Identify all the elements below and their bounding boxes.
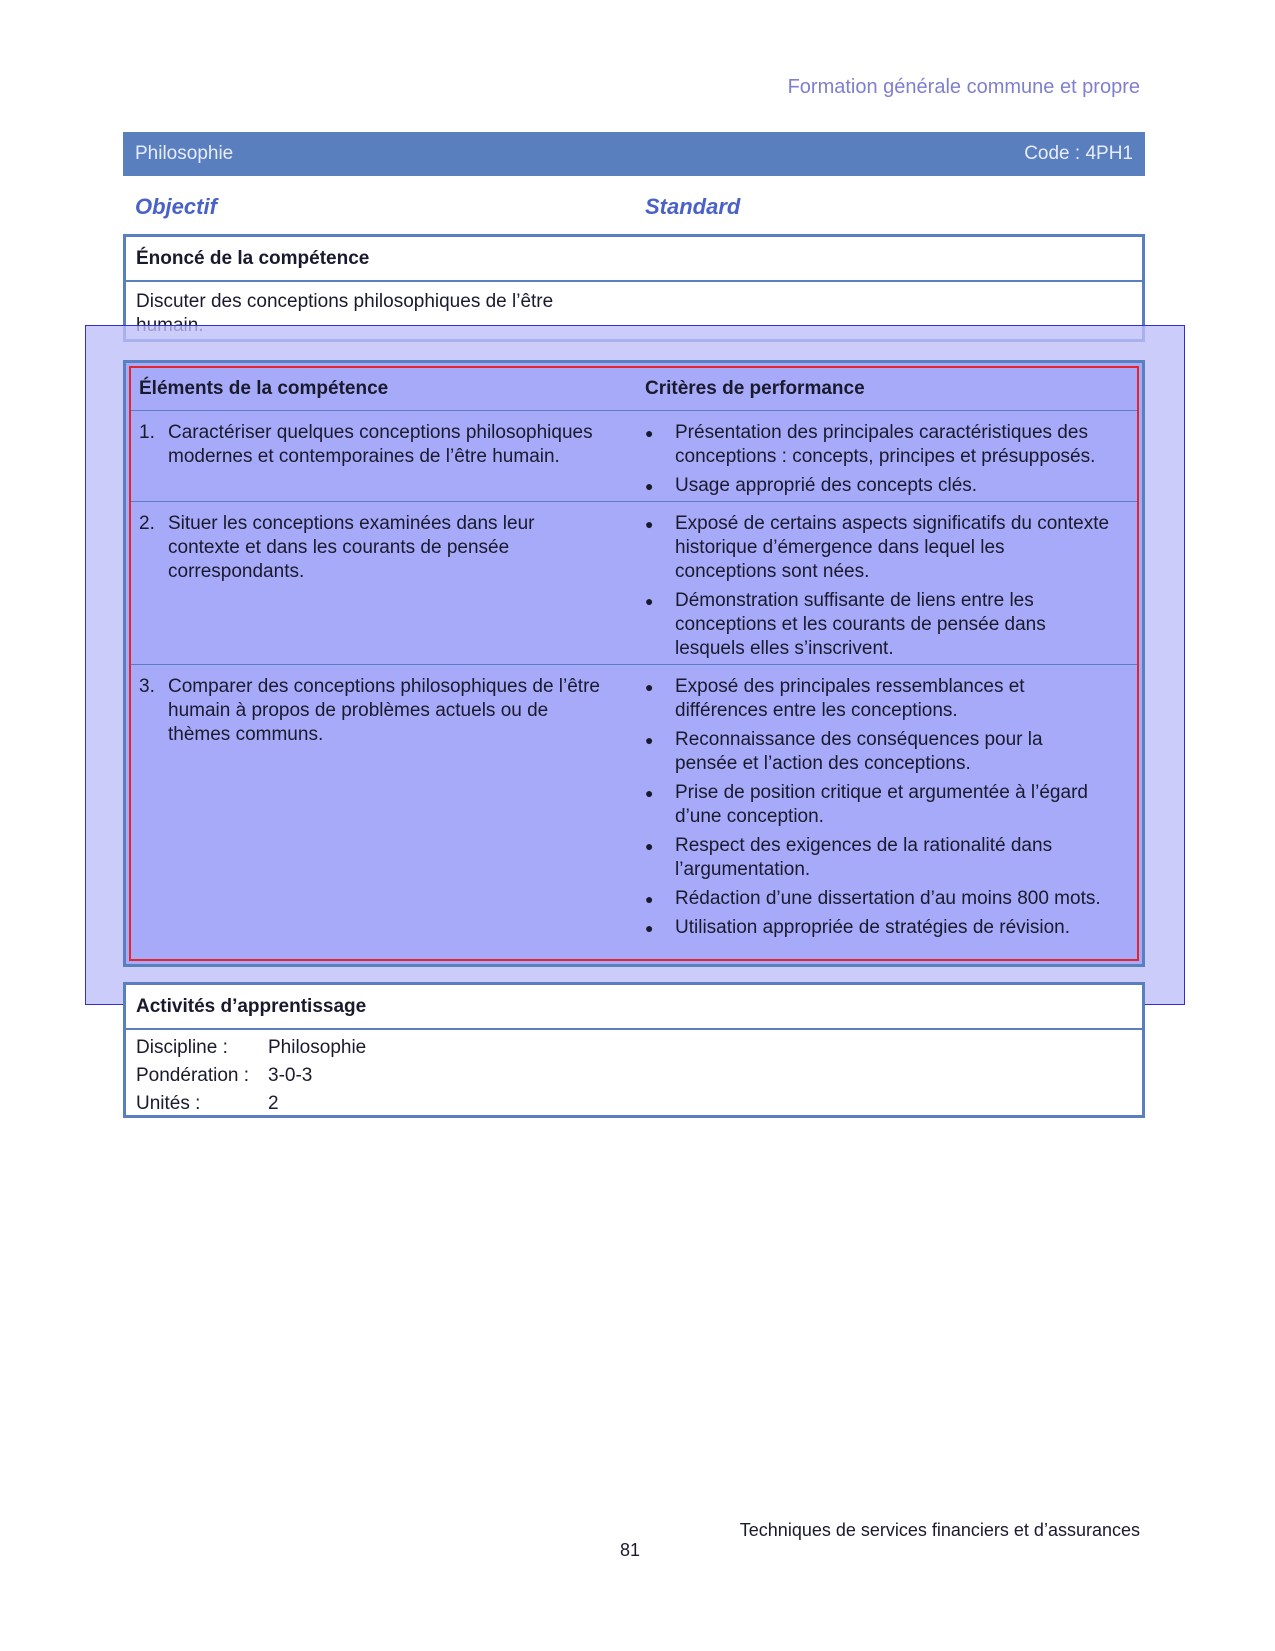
objectif-label: Objectif	[135, 194, 217, 219]
bullet-icon: ●	[645, 732, 654, 748]
title-bar	[123, 132, 1145, 176]
elements-highlight-frame	[129, 366, 1139, 961]
bullet-icon: ●	[645, 920, 654, 936]
element-text	[139, 421, 609, 469]
bullet-icon: ●	[645, 838, 654, 854]
ponderation-value: 3-0-3	[268, 1065, 313, 1086]
discipline-title: Philosophie	[135, 143, 234, 164]
ponderation-line	[136, 1062, 1132, 1090]
element-description: Caractériser quelques conceptions philosophiques modernes et contemporaines de l’être humain.	[168, 422, 593, 467]
criterion-item	[645, 916, 1110, 940]
criterion-text: Usage approprié des concepts clés.	[675, 475, 978, 496]
discipline-line	[136, 1034, 1132, 1062]
criterion-item	[645, 421, 1110, 469]
criterion-text: Utilisation appropriée de stratégies de révision.	[675, 917, 1070, 938]
criterion-item	[645, 589, 1110, 661]
criterion-text: Prise de position critique et argumentée à l’égard d’une conception.	[675, 782, 1088, 827]
activites-heading: Activités d’apprentissage	[126, 985, 1142, 1030]
criterion-text: Exposé des principales ressemblances et différences entre les conceptions.	[675, 676, 1025, 721]
unites-line	[136, 1090, 1132, 1118]
element-row	[131, 502, 1137, 665]
criterion-text: Démonstration suffisante de liens entre les conceptions et les courants de pensée dans lesquels elles s’inscrivent.	[675, 590, 1046, 659]
objective-standard-row	[135, 194, 755, 218]
course-code: Code : 4PH1	[1024, 143, 1133, 164]
enonce-text: Discuter des conceptions philosophiques de l’être	[136, 291, 554, 312]
footer-program: Techniques de services financiers et d’assurances	[739, 1520, 1140, 1540]
bullet-icon: ●	[645, 425, 654, 441]
element-text	[139, 675, 609, 747]
elements-header-row	[131, 368, 1137, 411]
bullet-icon: ●	[645, 593, 654, 609]
bullet-icon: ●	[645, 679, 654, 695]
discipline-value: Philosophie	[268, 1037, 367, 1058]
criterion-text: Rédaction d’une dissertation d’au moins 800 mots.	[675, 888, 1101, 909]
page-number: 81	[620, 1540, 641, 1560]
criterion-item	[645, 781, 1110, 829]
bullet-icon: ●	[645, 516, 654, 532]
bullet-icon: ●	[645, 785, 654, 801]
criteres-heading: Critères de performance	[645, 378, 865, 399]
enonce-heading: Énoncé de la compétence	[126, 237, 1142, 282]
element-number: 2.	[139, 513, 155, 534]
criterion-item	[645, 834, 1110, 882]
criterion-item	[645, 728, 1110, 776]
bullet-icon: ●	[645, 891, 654, 907]
criterion-item	[645, 474, 1110, 498]
criteria-list	[645, 421, 1110, 503]
element-description: Situer les conceptions examinées dans leur contexte et dans les courants de pensée correspondants.	[168, 513, 535, 582]
element-description: Comparer des conceptions philosophiques de l’être humain à propos de problèmes actuels ou de thèmes communs.	[168, 676, 600, 745]
criterion-text: Exposé de certains aspects significatifs du contexte historique d’émergence dans lequel les conceptions sont nées.	[675, 513, 1110, 582]
criteria-list	[645, 512, 1110, 666]
standard-label: Standard	[645, 194, 741, 219]
criterion-item	[645, 887, 1110, 911]
element-row	[131, 411, 1137, 502]
element-row	[131, 665, 1137, 965]
unites-label: Unités :	[136, 1093, 201, 1114]
criterion-item	[645, 675, 1110, 723]
criterion-text: Reconnaissance des conséquences pour la pensée et l’action des conceptions.	[675, 729, 1043, 774]
activites-box	[123, 982, 1145, 1118]
discipline-label: Discipline :	[136, 1037, 228, 1058]
criteria-list	[645, 675, 1110, 945]
elements-table	[123, 360, 1145, 967]
activites-details	[126, 1030, 1142, 1122]
criterion-item	[645, 512, 1110, 584]
criterion-text: Présentation des principales caractéristiques des conceptions : concepts, principes et présupposés.	[675, 422, 1096, 467]
header-section-title: Formation générale commune et propre	[787, 76, 1140, 98]
elements-heading: Éléments de la compétence	[139, 378, 389, 399]
criterion-text: Respect des exigences de la rationalité dans l’argumentation.	[675, 835, 1053, 880]
element-number: 3.	[139, 676, 155, 697]
element-text	[139, 512, 609, 584]
ponderation-label: Pondération :	[136, 1065, 250, 1086]
bullet-icon: ●	[645, 478, 654, 494]
element-number: 1.	[139, 422, 155, 443]
unites-value: 2	[268, 1093, 279, 1114]
